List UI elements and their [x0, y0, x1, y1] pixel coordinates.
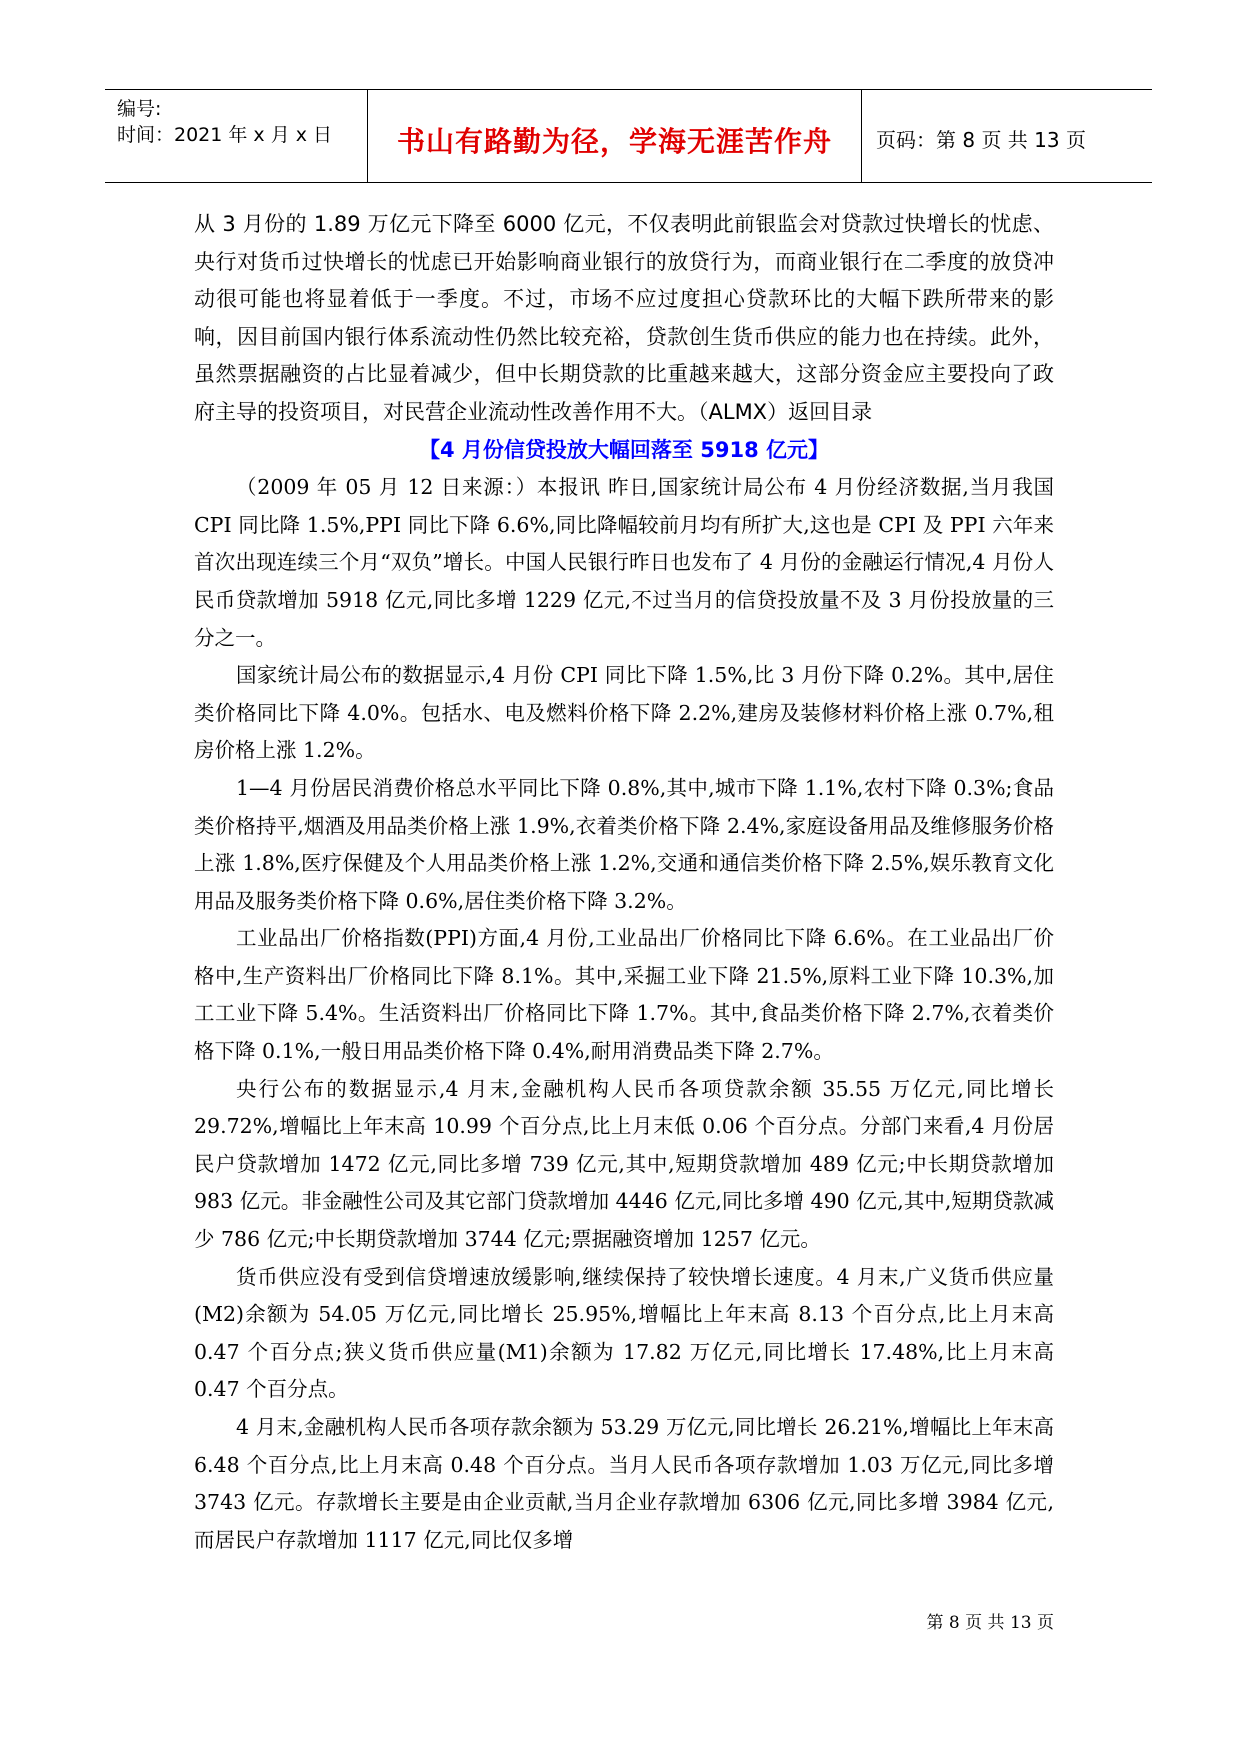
header-info-cell	[105, 90, 368, 182]
intro-paragraph: 从 3 月份的 1.89 万亿元下降至 6000 亿元，不仅表明此前银监会对贷款过快增长的忧虑、央行对货币过快增长的忧虑已开始影响商业银行的放贷行为，而商业银行在二季度的放贷冲动很可能也将显着低于一季度。不过，市场不应过度担心贷款环比的大幅下跌所带来的影响，因目前国内银行体系流动性仍然比较充裕，贷款创生货币供应的能力也在持续。此外，虽然票据融资的占比显着减少，但中长期贷款的比重越来越大，这部分资金应主要投向了政府主导的投资项目，对民营企业流动性改善作用不大。（ALMX）返回目录	[194, 212, 1054, 424]
article-paragraph: 国家统计局公布的数据显示,4 月份 CPI 同比下降 1.5%,比 3 月份下降 0.2%。其中,居住类价格同比下降 4.0%。包括水、电及燃料价格下降 2.2%,建房及装修材料价格上涨 0.7%,租房价格上涨 1.2%。	[194, 663, 1054, 763]
document-time-label: 时间：2021 年 x 月 x 日	[117, 124, 333, 146]
article-title: 【4 月份信贷投放大幅回落至 5918 亿元】	[419, 437, 829, 462]
page-header	[105, 89, 1152, 183]
header-motto: 书山有路勤为径，学海无涯苦作舟	[396, 125, 832, 158]
header-pagecode-cell	[862, 90, 1152, 182]
header-motto-cell	[368, 90, 862, 182]
article-paragraph: 货币供应没有受到信贷增速放缓影响,继续保持了较快增长速度。4 月末,广义货币供应量(M2)余额为 54.05 万亿元,同比增长 25.95%,增幅比上年末高 8.13 个百分点,比上月末高 0.47 个百分点;狭义货币供应量(M1)余额为 17.82 万亿元,同比增长 17.48%,比上月末高 0.47 个百分点。	[194, 1264, 1054, 1402]
article-body	[194, 206, 1054, 1559]
article-paragraph: 工业品出厂价格指数(PPI)方面,4 月份,工业品出厂价格同比下降 6.6%。在工业品出厂价格中,生产资料出厂价格同比下降 8.1%。其中,采掘工业下降 21.5%,原料工业下降 10.3%,加工工业下降 5.4%。生活资料出厂价格同比下降 1.7%。其中,食品类价格下降 2.7%,衣着类价格下降 0.1%,一般日用品类价格下降 0.4%,耐用消费品类下降 2.7%。	[194, 926, 1054, 1064]
page-footer-number: 第 8 页 共 13 页	[926, 1613, 1054, 1633]
article-paragraph: 4 月末,金融机构人民币各项存款余额为 53.29 万亿元,同比增长 26.21%,增幅比上年末高 6.48 个百分点,比上月末高 0.48 个百分点。当月人民币各项存款增加 1.03 万亿元,同比多增 3743 亿元。存款增长主要是由企业贡献,当月企业存款增加 6306 亿元,同比多增 3984 亿元,而居民户存款增加 1117 亿元,同比仅多增	[194, 1415, 1054, 1552]
article-paragraph: 央行公布的数据显示,4 月末,金融机构人民币各项贷款余额 35.55 万亿元,同比增长 29.72%,增幅比上年末高 10.99 个百分点,比上月末低 0.06 个百分点。分部门来看,4 月份居民户贷款增加 1472 亿元,同比多增 739 亿元,其中,短期贷款增加 489 亿元;中长期贷款增加 983 亿元。非金融性公司及其它部门贷款增加 4446 亿元,同比多增 490 亿元,其中,短期贷款减少 786 亿元;中长期贷款增加 3744 亿元;票据融资增加 1257 亿元。	[194, 1076, 1054, 1252]
article-paragraph: 1—4 月份居民消费价格总水平同比下降 0.8%,其中,城市下降 1.1%,农村下降 0.3%;食品类价格持平,烟酒及用品类价格上涨 1.9%,衣着类价格下降 2.4%,家庭设备用品及维修服务价格上涨 1.8%,医疗保健及个人用品类价格上涨 1.2%,交通和通信类价格下降 2.5%,娱乐教育文化用品及服务类价格下降 0.6%,居住类价格下降 3.2%。	[194, 775, 1054, 913]
header-page-code: 页码：第 8 页 共 13 页	[876, 128, 1086, 152]
article-paragraph: （2009 年 05 月 12 日来源：）本报讯 昨日,国家统计局公布 4 月份经济数据,当月我国 CPI 同比降 1.5%,PPI 同比下降 6.6%,同比降幅较前月均有所扩大,这也是 CPI 及 PPI 六年来首次出现连续三个月“双负”增长。中国人民银行昨日也发布了 4 月份的金融运行情况,4 月份人民币贷款增加 5918 亿元,同比多增 1229 亿元,不过当月的信贷投放量不及 3 月份投放量的三分之一。	[194, 475, 1054, 650]
document-number-label: 编号:	[117, 98, 162, 120]
